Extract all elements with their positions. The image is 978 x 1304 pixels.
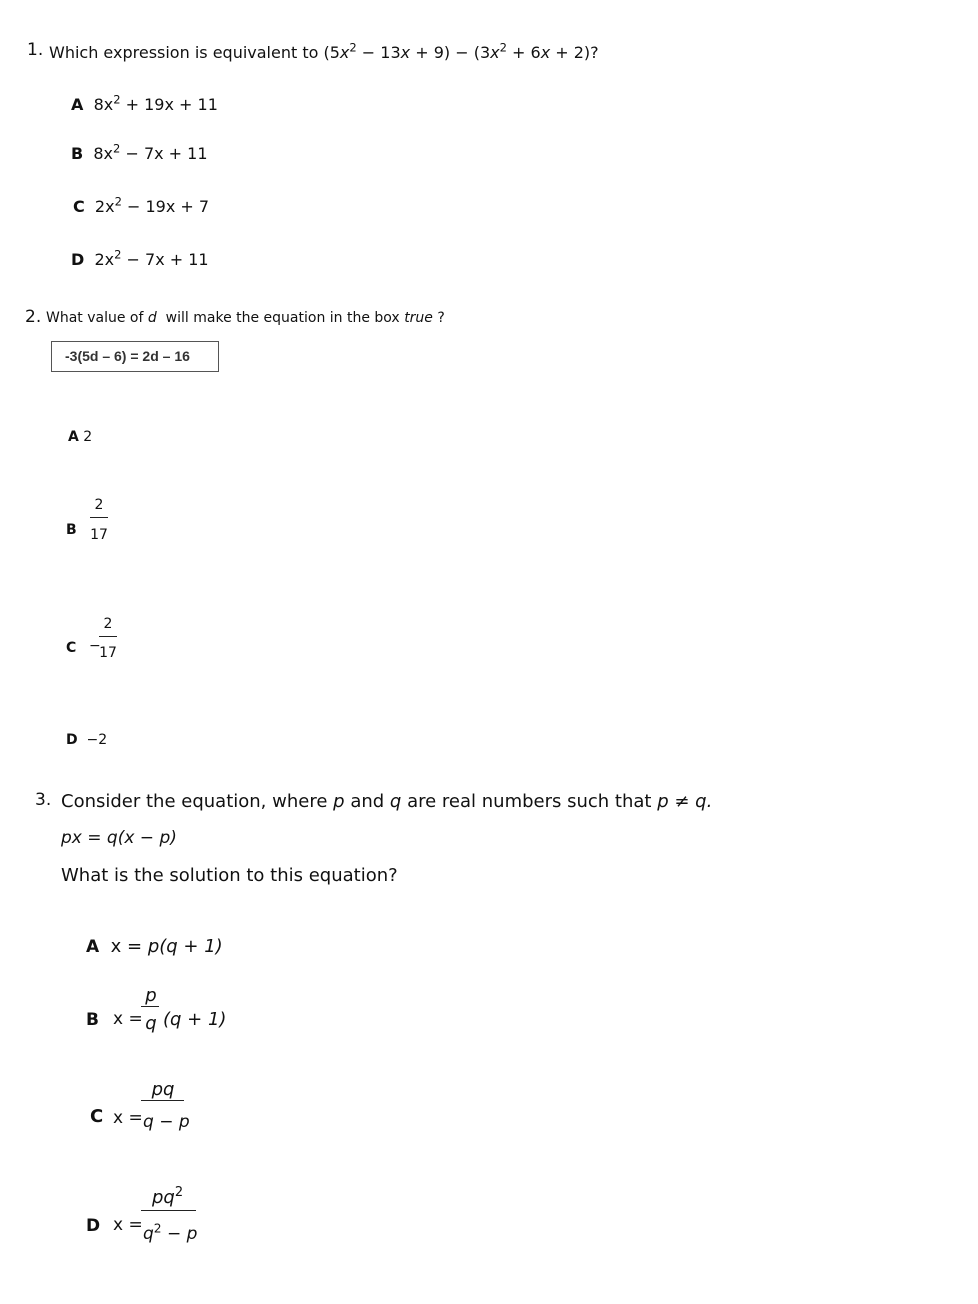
- q3-d-denominator: $q^2 - p$: [143, 1221, 198, 1244]
- q2-prompt: What value of d will make the equation in the box true ?: [46, 310, 445, 326]
- q2-equation-box: [51, 341, 219, 372]
- q2-b-numerator: 2: [94, 497, 104, 513]
- q3-c-denominator: q − p: [143, 1112, 190, 1132]
- q3-d-numerator: $pq^2$: [152, 1184, 184, 1208]
- q1-number: 1.: [27, 40, 44, 60]
- q2-c-denominator: 17: [99, 645, 117, 661]
- q3-question: What is the solution to this equation?: [61, 865, 398, 886]
- q1-option-d[interactable]: D $2x^2 - 7x + 11$: [71, 247, 209, 269]
- q3-option-a[interactable]: A x = p(q + 1): [86, 936, 223, 957]
- q2-number: 2.: [25, 307, 42, 327]
- q1-expression: $(5x^2 - 13x + 9) - (3x^2 + 6x + 2)$?: [323, 40, 599, 62]
- q3-prompt: Consider the equation, where p and q are real numbers such that p ≠ q.: [61, 791, 713, 812]
- q3-c-numerator: pq: [151, 1079, 175, 1100]
- q3-number: 3.: [35, 790, 52, 810]
- q3-b-numerator: p: [145, 985, 157, 1006]
- q2-option-d[interactable]: D −2: [66, 732, 108, 748]
- q2-b-denominator: 17: [90, 527, 108, 543]
- q1-prompt: [49, 40, 599, 62]
- q1-option-b[interactable]: B $8x^2 - 7x + 11$: [71, 141, 208, 163]
- q3-b-tail: (q + 1): [163, 1009, 227, 1030]
- q1-option-c[interactable]: C $2x^2 - 19x + 7$: [73, 194, 210, 216]
- q1-text: Which expression is equivalent to: [49, 43, 319, 62]
- q3-b-denominator: q: [145, 1013, 157, 1034]
- q3-equation: px = q(x − p): [61, 828, 177, 848]
- q1-option-a[interactable]: A $8x^2 + 19x + 11$: [71, 92, 218, 114]
- q2-option-a[interactable]: A 2: [68, 429, 93, 445]
- q2-equation: -3(5d – 6) = 2d – 16: [65, 348, 190, 364]
- q2-c-numerator: 2: [103, 616, 113, 632]
- q2-c-sign: −: [89, 638, 101, 654]
